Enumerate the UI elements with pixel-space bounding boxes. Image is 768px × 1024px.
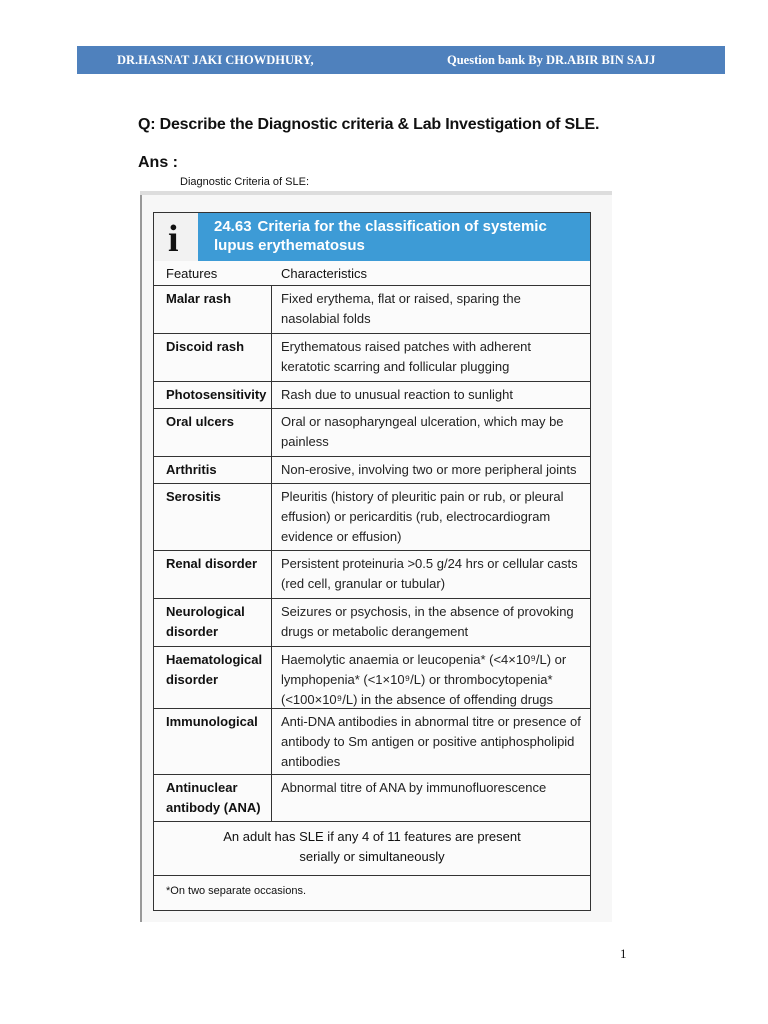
row-feature: Oral ulcers bbox=[166, 414, 234, 429]
row-characteristics: Rash due to unusual reaction to sunlight bbox=[281, 387, 513, 402]
row-feature: Photosensitivity bbox=[166, 387, 267, 402]
table-row bbox=[154, 709, 590, 775]
scan-top-edge bbox=[140, 191, 612, 195]
table-row bbox=[154, 334, 590, 382]
row-feature: Haematological disorder bbox=[166, 652, 263, 687]
row-characteristics: Erythematous raised patches with adherent keratotic scarring and follicular plugging bbox=[281, 339, 532, 374]
row-feature: Discoid rash bbox=[166, 339, 245, 354]
table-row bbox=[154, 409, 590, 457]
subheading: Diagnostic Criteria of SLE: bbox=[180, 176, 309, 188]
header-source: Question bank By DR.ABIR BIN SAJJ bbox=[447, 53, 656, 67]
table-title-text: Criteria for the classification of systemic lupus erythematosus bbox=[214, 218, 547, 254]
table-header-band bbox=[154, 213, 590, 261]
table-row bbox=[154, 775, 590, 822]
table-row bbox=[154, 599, 590, 647]
table-footnote: *On two separate occasions. bbox=[166, 885, 307, 897]
table-row bbox=[154, 484, 590, 551]
table-title bbox=[214, 217, 564, 255]
row-feature: Malar rash bbox=[166, 291, 232, 306]
table-row bbox=[154, 551, 590, 599]
table-number: 24.63 bbox=[214, 218, 252, 235]
row-characteristics: Persistent proteinuria >0.5 g/24 hrs or cellular casts (red cell, granular or tubular) bbox=[281, 556, 578, 591]
table-row bbox=[154, 647, 590, 709]
summary-text: An adult has SLE if any 4 of 11 features are present serially or simultaneously bbox=[223, 829, 521, 864]
header-author: DR.HASNAT JAKI CHOWDHURY, bbox=[117, 53, 314, 67]
row-characteristics: Pleuritis (history of pleuritic pain or rub, or pleural effusion) or pericarditis (rub, electrocardiogram evidence or effusion) bbox=[281, 489, 564, 544]
row-characteristics: Anti-DNA antibodies in abnormal titre or presence of antibody to Sm antigen or positive antiphospholipid antibodies bbox=[281, 714, 581, 769]
column-header-characteristics: Characteristics bbox=[281, 266, 367, 281]
table-row bbox=[154, 382, 590, 409]
header-bar bbox=[77, 46, 725, 74]
row-characteristics: Abnormal titre of ANA by immunofluorescence bbox=[281, 780, 547, 795]
row-feature: Arthritis bbox=[166, 462, 217, 477]
row-characteristics: Fixed erythema, flat or raised, sparing the nasolabial folds bbox=[281, 291, 521, 326]
row-feature: Serositis bbox=[166, 489, 221, 504]
answer-label: Ans : bbox=[138, 154, 178, 171]
row-characteristics: Haemolytic anaemia or leucopenia* (<4×10⁹/L) or lymphopenia* (<1×10⁹/L) or thrombocytopenia* (<100×10⁹/L) in the absence of offending drugs bbox=[281, 652, 567, 707]
row-feature: Renal disorder bbox=[166, 556, 258, 571]
info-icon bbox=[154, 213, 198, 261]
row-characteristics: Oral or nasopharyngeal ulceration, which may be painless bbox=[281, 414, 564, 449]
row-characteristics: Non-erosive, involving two or more peripheral joints bbox=[281, 462, 577, 477]
page-number: 1 bbox=[620, 946, 627, 961]
criteria-table bbox=[153, 212, 591, 911]
row-characteristics: Seizures or psychosis, in the absence of provoking drugs or metabolic derangement bbox=[281, 604, 574, 639]
column-header-features: Features bbox=[166, 266, 218, 281]
table-row bbox=[154, 457, 590, 484]
question-text: Q: Describe the Diagnostic criteria & Lab Investigation of SLE. bbox=[138, 116, 600, 133]
table-column-headers bbox=[154, 261, 590, 286]
scan-left-edge bbox=[140, 195, 142, 922]
table-summary bbox=[154, 822, 590, 876]
row-feature: Immunological bbox=[166, 714, 258, 729]
row-feature: Neurological disorder bbox=[166, 604, 245, 639]
info-icon-letter: i bbox=[168, 218, 179, 260]
table-row bbox=[154, 286, 590, 334]
row-feature: Antinuclear antibody (ANA) bbox=[166, 780, 261, 815]
